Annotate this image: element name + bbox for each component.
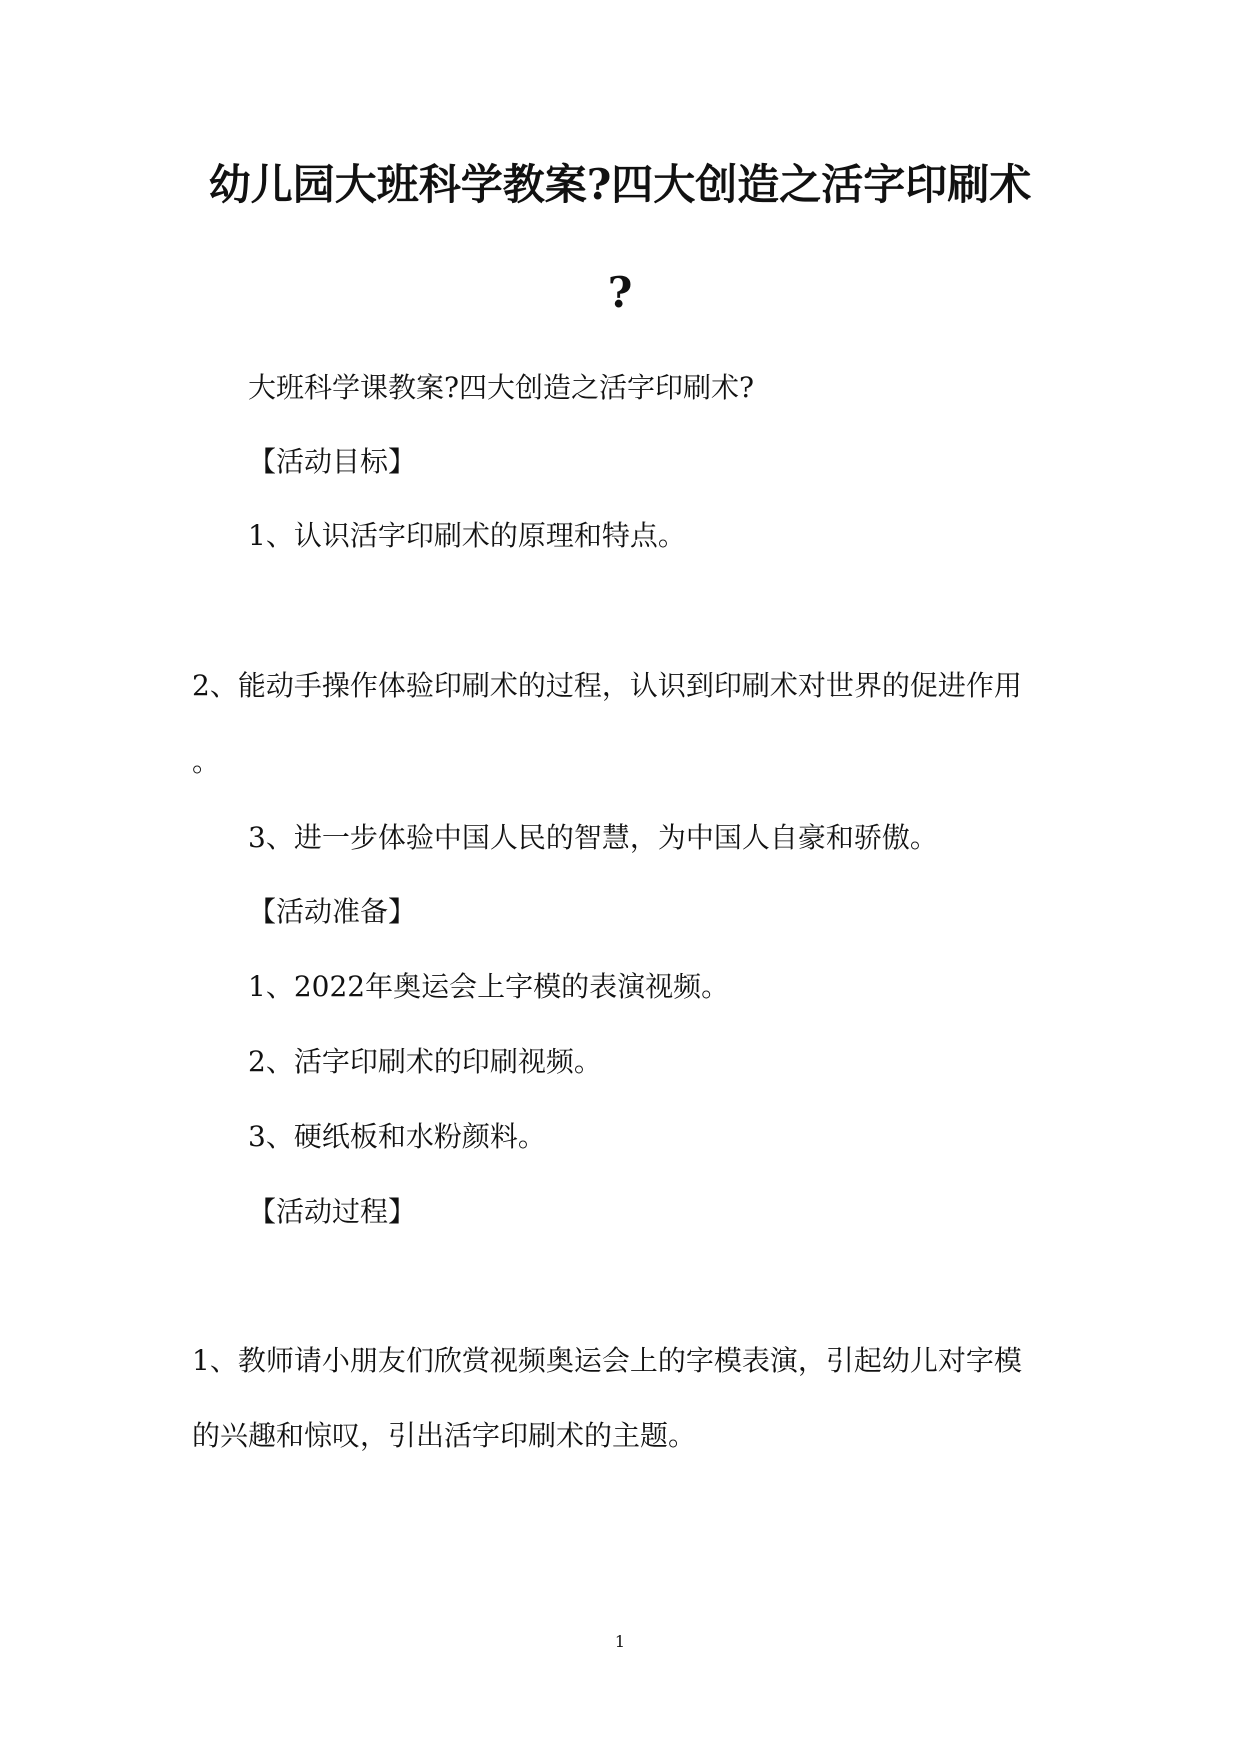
preparation-item-1: 1、2022年奥运会上字模的表演视频。 (248, 970, 730, 1003)
objective-item-3: 3、进一步体验中国人民的智慧，为中国人自豪和骄傲。 (248, 821, 938, 854)
section-heading-process: 【活动过程】 (248, 1195, 417, 1228)
process-item-1-continuation: 的兴趣和惊叹，引出活字印刷术的主题。 (192, 1419, 697, 1452)
preparation-item-3: 3、硬纸板和水粉颜料。 (248, 1120, 546, 1153)
document-title-line-1: 幼儿园大班科学教案?四大创造之活字印刷术 (208, 160, 1032, 209)
process-item-1: 1、教师请小朋友们欣赏视频奥运会上的字模表演，引起幼儿对字模 (192, 1344, 1022, 1377)
page-number: 1 (614, 1632, 626, 1651)
section-heading-objectives: 【活动目标】 (248, 445, 417, 478)
objective-item-2: 2、能动手操作体验印刷术的过程，认识到印刷术对世界的促进作用 (192, 669, 1022, 702)
objective-item-2-continuation: 。 (192, 745, 221, 778)
preparation-item-2: 2、活字印刷术的印刷视频。 (248, 1045, 602, 1078)
objective-item-1: 1、认识活字印刷术的原理和特点。 (248, 519, 686, 552)
document-title-line-2: ? (607, 268, 633, 317)
subtitle-paragraph: 大班科学课教案?四大创造之活字印刷术? (248, 371, 755, 404)
section-heading-preparation: 【活动准备】 (248, 895, 417, 928)
